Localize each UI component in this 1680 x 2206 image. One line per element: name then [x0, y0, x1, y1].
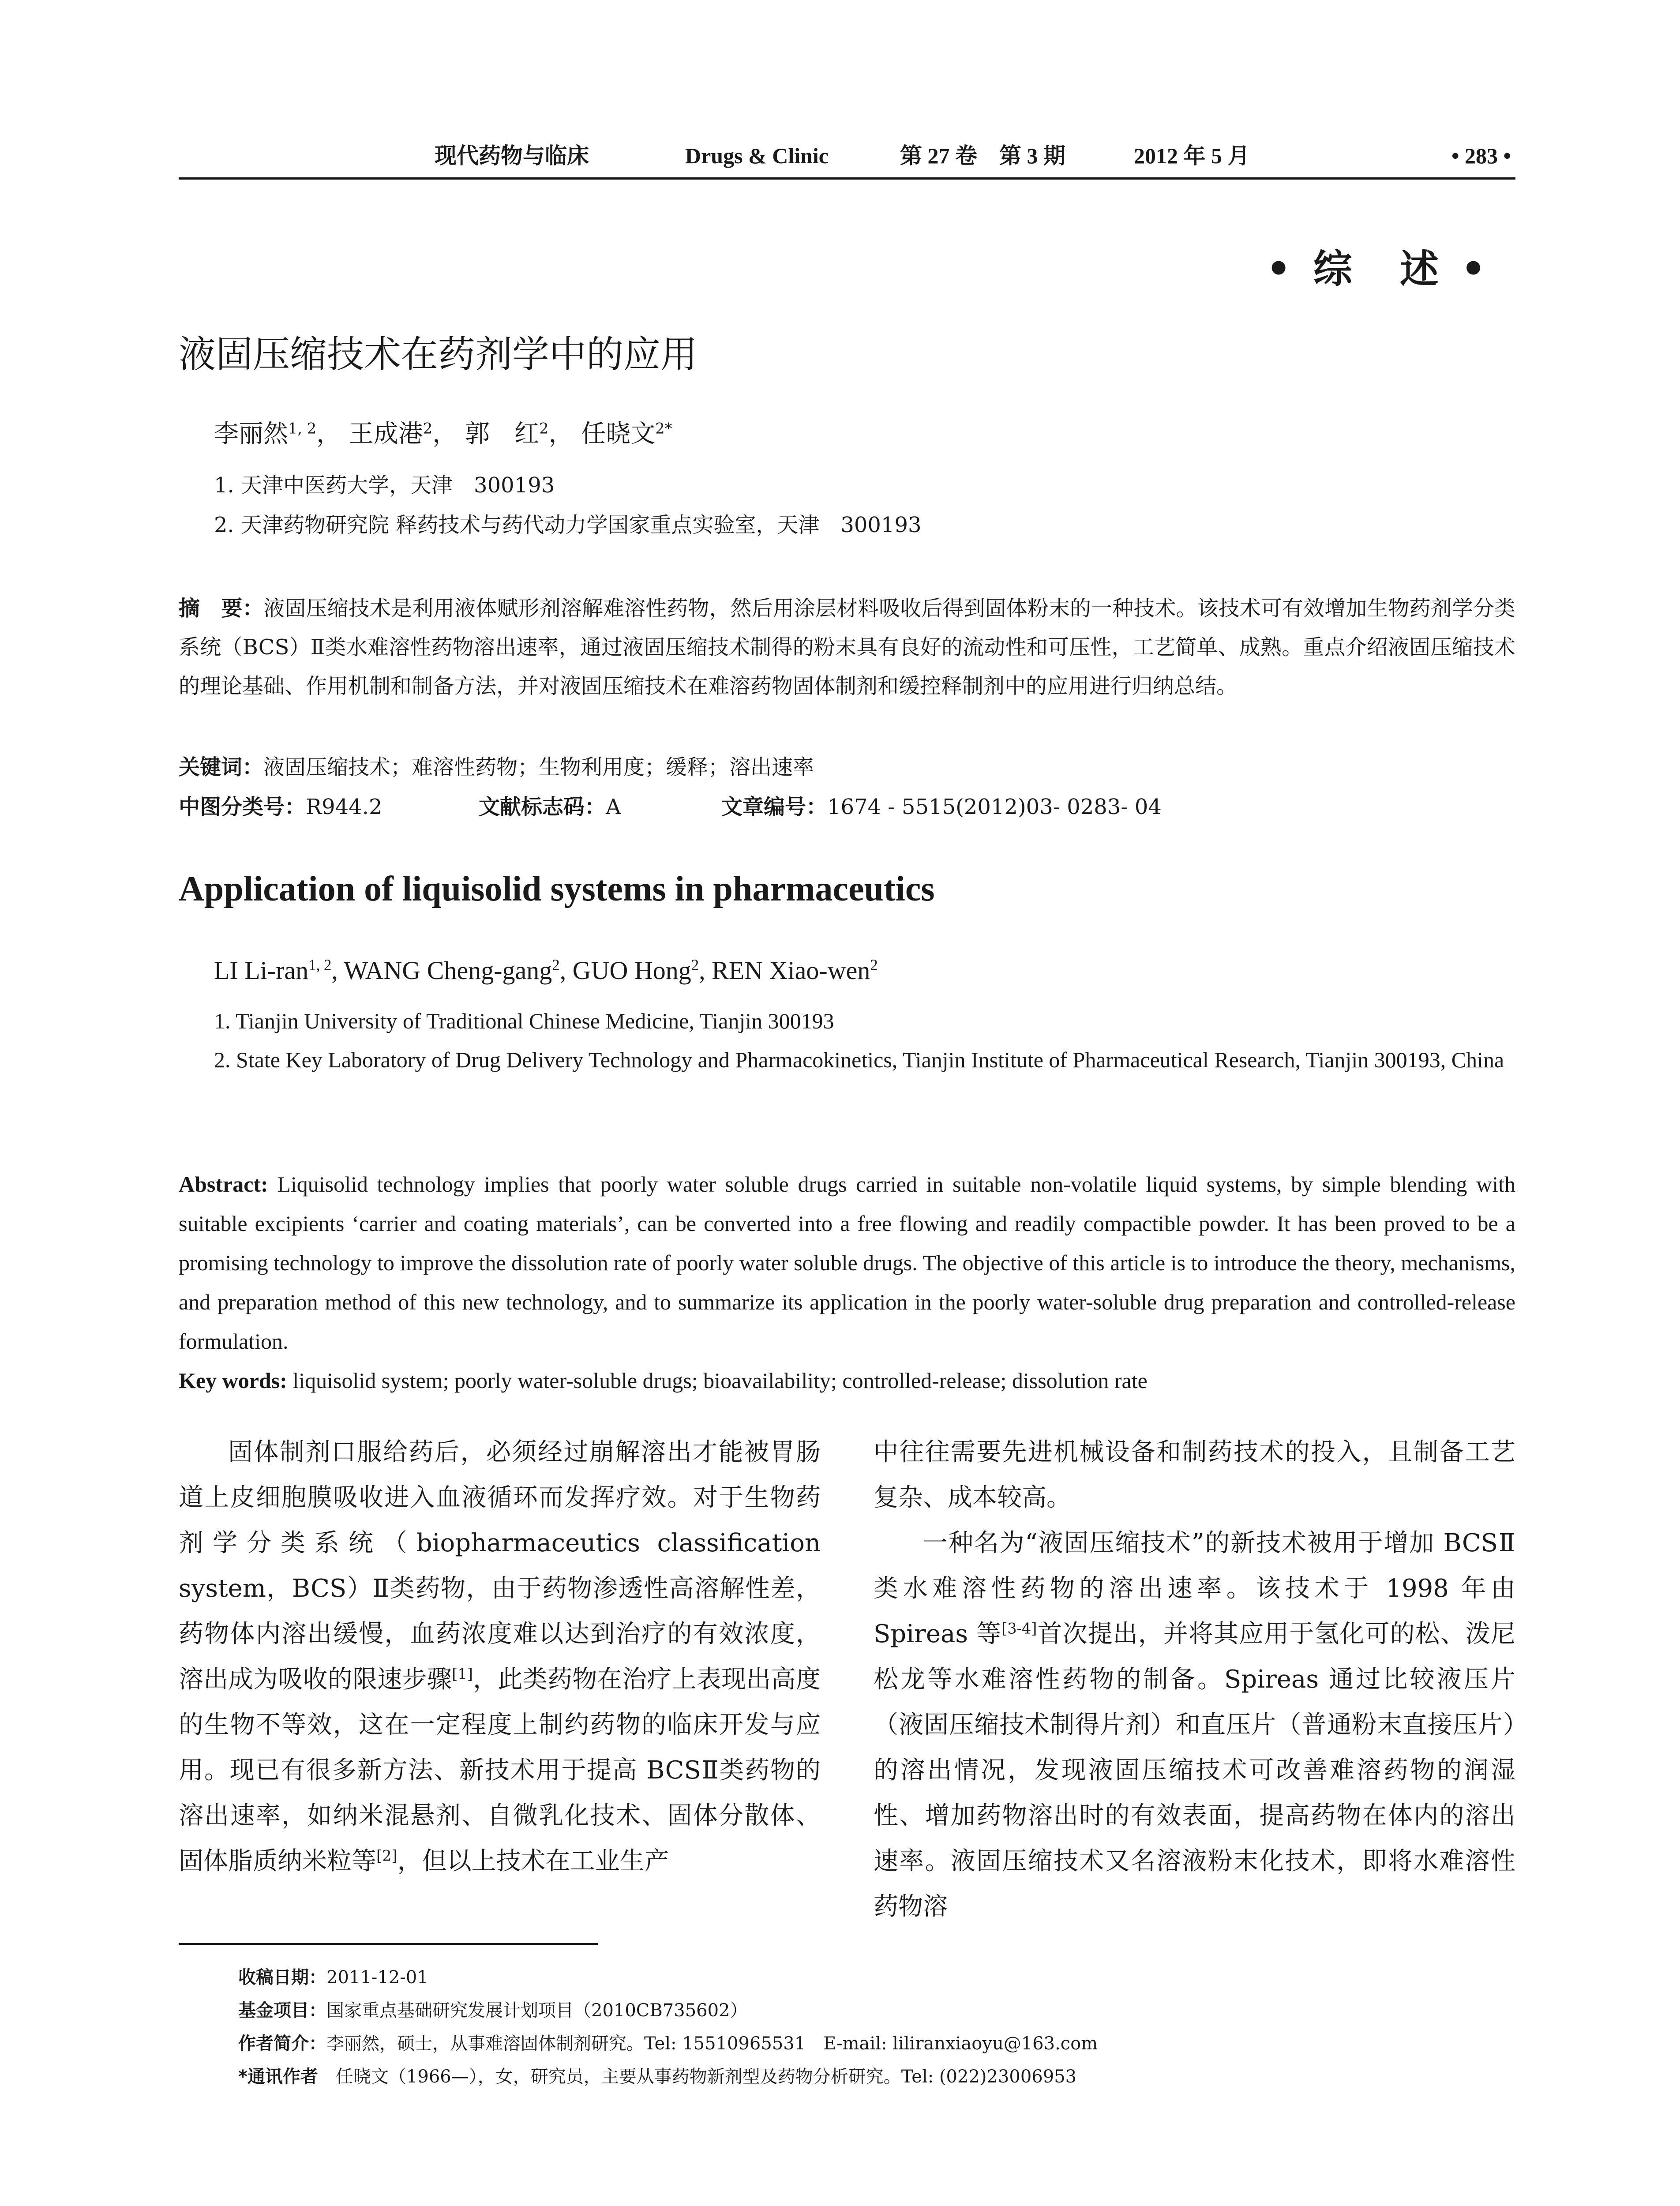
- author-affil-sup: 2: [539, 420, 549, 437]
- section-label: • 综 述 •: [1266, 246, 1490, 292]
- footnote-received: [238, 1961, 428, 1994]
- citation: [2]: [376, 1847, 398, 1865]
- classification-article-id: [721, 788, 1162, 826]
- body-paragraph: [874, 1520, 1515, 1929]
- author-cn: 李丽然: [214, 420, 288, 448]
- abstract-cn-text: 液固压缩技术是利用液体赋形剂溶解难溶性药物，然后用涂层材料吸收后得到固体粉末的一种技术。该技术可有效增加生物药剂学分类系统（BCS）Ⅱ类水难溶性药物溶出速率，通过液固压缩技术制得的粉末具有良好的流动性和可压性，工艺简单、成熟。重点介绍液固压缩技术的理论基础、作用机制和制备方法，并对液固压缩技术在难溶药物固体制剂和缓控释制剂中的应用进行归纳总结。: [179, 596, 1515, 698]
- article-id-label: 文章编号：: [721, 795, 828, 819]
- author-affil-sup: 1, 2: [308, 956, 332, 974]
- footnote-label: 收稿日期：: [238, 1967, 326, 1988]
- author-affil-sup: 1, 2: [288, 420, 317, 437]
- issue-date: 2012 年 5 月: [1134, 143, 1250, 168]
- page-number: • 283 •: [1451, 143, 1511, 168]
- footnote-rule: [179, 1943, 598, 1945]
- footnote-funding: [238, 1994, 748, 2027]
- abstract-en: [179, 1165, 1515, 1361]
- citation: [3-4]: [1001, 1620, 1037, 1637]
- affiliation-cn-2: 2. 天津药物研究院 释药技术与药代动力学国家重点实验室，天津 300193: [214, 513, 922, 537]
- footnote-label: 基金项目：: [238, 2000, 326, 2021]
- journal-name-cn: 现代药物与临床: [435, 143, 589, 168]
- body-text: 固体制剂口服给药后，必须经过崩解溶出才能被胃肠道上皮细胞膜吸收进入血液循环而发挥疗效。对于生物药剂学分类系统（biopharmaceutics classification system，BCS）Ⅱ类药物，由于药物渗透性高溶解性差，药物体内溶出缓慢，血药浓度难以达到治疗的有效浓度，溶出成为吸收的限速步骤: [179, 1438, 821, 1694]
- keywords-cn-label: 关键词：: [179, 755, 264, 780]
- classification-clc: [179, 788, 382, 826]
- clc-value: R944.2: [306, 795, 382, 819]
- clc-label: 中图分类号：: [179, 795, 306, 819]
- keywords-en-text: liquisolid system; poorly water-soluble drugs; bioavailability; controlled-release; dissolution rate: [292, 1368, 1148, 1393]
- body-text: ，此类药物在治疗上表现出高度的生物不等效，这在一定程度上制约药物的临床开发与应用。现已有很多新方法、新技术用于提高 BCSⅡ类药物的溶出速率，如纳米混悬剂、自微乳化技术、固体分散体、固体脂质纳米粒等: [179, 1665, 821, 1876]
- footnote-text: 2011-12-01: [326, 1967, 428, 1988]
- footnote-label: 作者简介：: [238, 2033, 326, 2054]
- footnote-text: 任晓文（1966—），女，研究员，主要从事药物新剂型及药物分析研究。Tel: (022)23006953: [318, 2067, 1077, 2087]
- author-affil-sup: 2: [423, 420, 433, 437]
- author-cn: 郭 红: [465, 420, 540, 448]
- footnote-text: 国家重点基础研究发展计划项目（2010CB735602）: [326, 2000, 748, 2021]
- abstract-cn: [179, 589, 1515, 705]
- doc-code-value: A: [606, 795, 621, 819]
- keywords-cn-text: 液固压缩技术；难溶性药物；生物利用度；缓释；溶出速率: [263, 755, 814, 780]
- citation: [1]: [452, 1665, 473, 1683]
- classification-doc-code: [479, 788, 621, 826]
- author-en: REN Xiao-wen: [712, 956, 870, 985]
- keywords-en-label: Key words:: [179, 1368, 287, 1393]
- volume-issue: 第 27 卷 第 3 期: [900, 143, 1065, 168]
- journal-name-en: Drugs & Clinic: [685, 143, 829, 168]
- author-en: LI Li-ran: [214, 956, 309, 985]
- body-text: ，但以上技术在工业生产: [397, 1847, 669, 1876]
- article-id-value: 1674 - 5515(2012)03- 0283- 04: [827, 795, 1162, 819]
- title-en: Application of liquisolid systems in pharmaceutics: [179, 870, 935, 908]
- body-text: 首次提出，并将其应用于氢化可的松、泼尼松龙等水难溶性药物的制备。Spireas 通过比较液压片（液固压缩技术制得片剂）和直压片（普通粉末直接压片）的溶出情况，发现液固压缩技术可改善难溶药物的润湿性、增加药物溶出时的有效表面，提高药物在体内的溶出速率。液固压缩技术又名溶液粉末化技术，即将水难溶性药物溶: [874, 1620, 1515, 1921]
- footnote-label: *通讯作者: [238, 2067, 318, 2087]
- footnote-corresponding: [238, 2060, 1076, 2093]
- affiliation-en-2: 2. State Key Laboratory of Drug Delivery Technology and Pharmacokinetics, Tianjin Institute of Pharmaceutical Research, Tianjin 300193, China: [214, 1047, 1504, 1072]
- body-text: 一种名为“液固压缩技术”的新技术被用于增加 BCSⅡ类水难溶性药物的溶出速率。该技术于 1998 年由 Spireas 等: [874, 1529, 1515, 1648]
- author-cn: 任晓文: [581, 420, 656, 448]
- abstract-cn-label: 摘 要：: [179, 596, 264, 621]
- author-affil-sup: 2: [870, 956, 878, 974]
- keywords-en: [179, 1361, 1515, 1400]
- body-paragraph: 中往往需要先进机械设备和制药技术的投入，且制备工艺复杂、成本较高。: [874, 1438, 1515, 1512]
- body-column-left: [179, 1429, 821, 1884]
- authors-en: LI Li-ran$^{1, 2}$, WANG Cheng-gang$^2$, GUO Hong$^2$, REN Xiao-wen$^2$: [214, 956, 878, 985]
- authors-cn: 李丽然$^{1, 2}$， 王成港$^2$， 郭 红$^2$， 任晓文$^{2*}$: [214, 420, 672, 448]
- header-rule: [179, 177, 1515, 180]
- author-affil-sup: 2*: [655, 420, 672, 437]
- abstract-en-label: Abstract:: [179, 1172, 268, 1197]
- author-en: GUO Hong: [572, 956, 691, 985]
- affiliation-en-1: 1. Tianjin University of Traditional Chinese Medicine, Tianjin 300193: [214, 1009, 834, 1033]
- author-affil-sup: 2: [691, 956, 699, 974]
- title-cn: 液固压缩技术在药剂学中的应用: [179, 333, 698, 376]
- author-cn: 王成港: [349, 420, 423, 448]
- author-affil-sup: 2: [552, 956, 560, 974]
- doc-code-label: 文献标志码：: [479, 795, 606, 819]
- keywords-cn: [179, 748, 814, 787]
- footnote-text: 李丽然，硕士，从事难溶固体制剂研究。Tel: 15510965531 E-mail: liliranxiaoyu@163.com: [326, 2033, 1098, 2054]
- footnote-author-bio: [238, 2027, 1098, 2060]
- abstract-en-text: Liquisolid technology implies that poorly water soluble drugs carried in suitable non-volatile liquid systems, by simple blending with suitable excipients ‘carrier and coating materials’, can be converted into a free flowing and readily compactible powder. It has been proved to be a promising technology to improve the dissolution rate of poorly water soluble drugs. The objective of this article is to introduce the theory, mechanisms, and preparation method of this new technology, and to summarize its application in the poorly water-soluble drug preparation and controlled-release formulation.: [179, 1172, 1516, 1354]
- affiliation-cn-1: 1. 天津中医药大学，天津 300193: [214, 473, 555, 498]
- body-paragraph: [179, 1429, 821, 1884]
- body-column-right: [874, 1429, 1515, 1929]
- author-en: WANG Cheng-gang: [344, 956, 552, 985]
